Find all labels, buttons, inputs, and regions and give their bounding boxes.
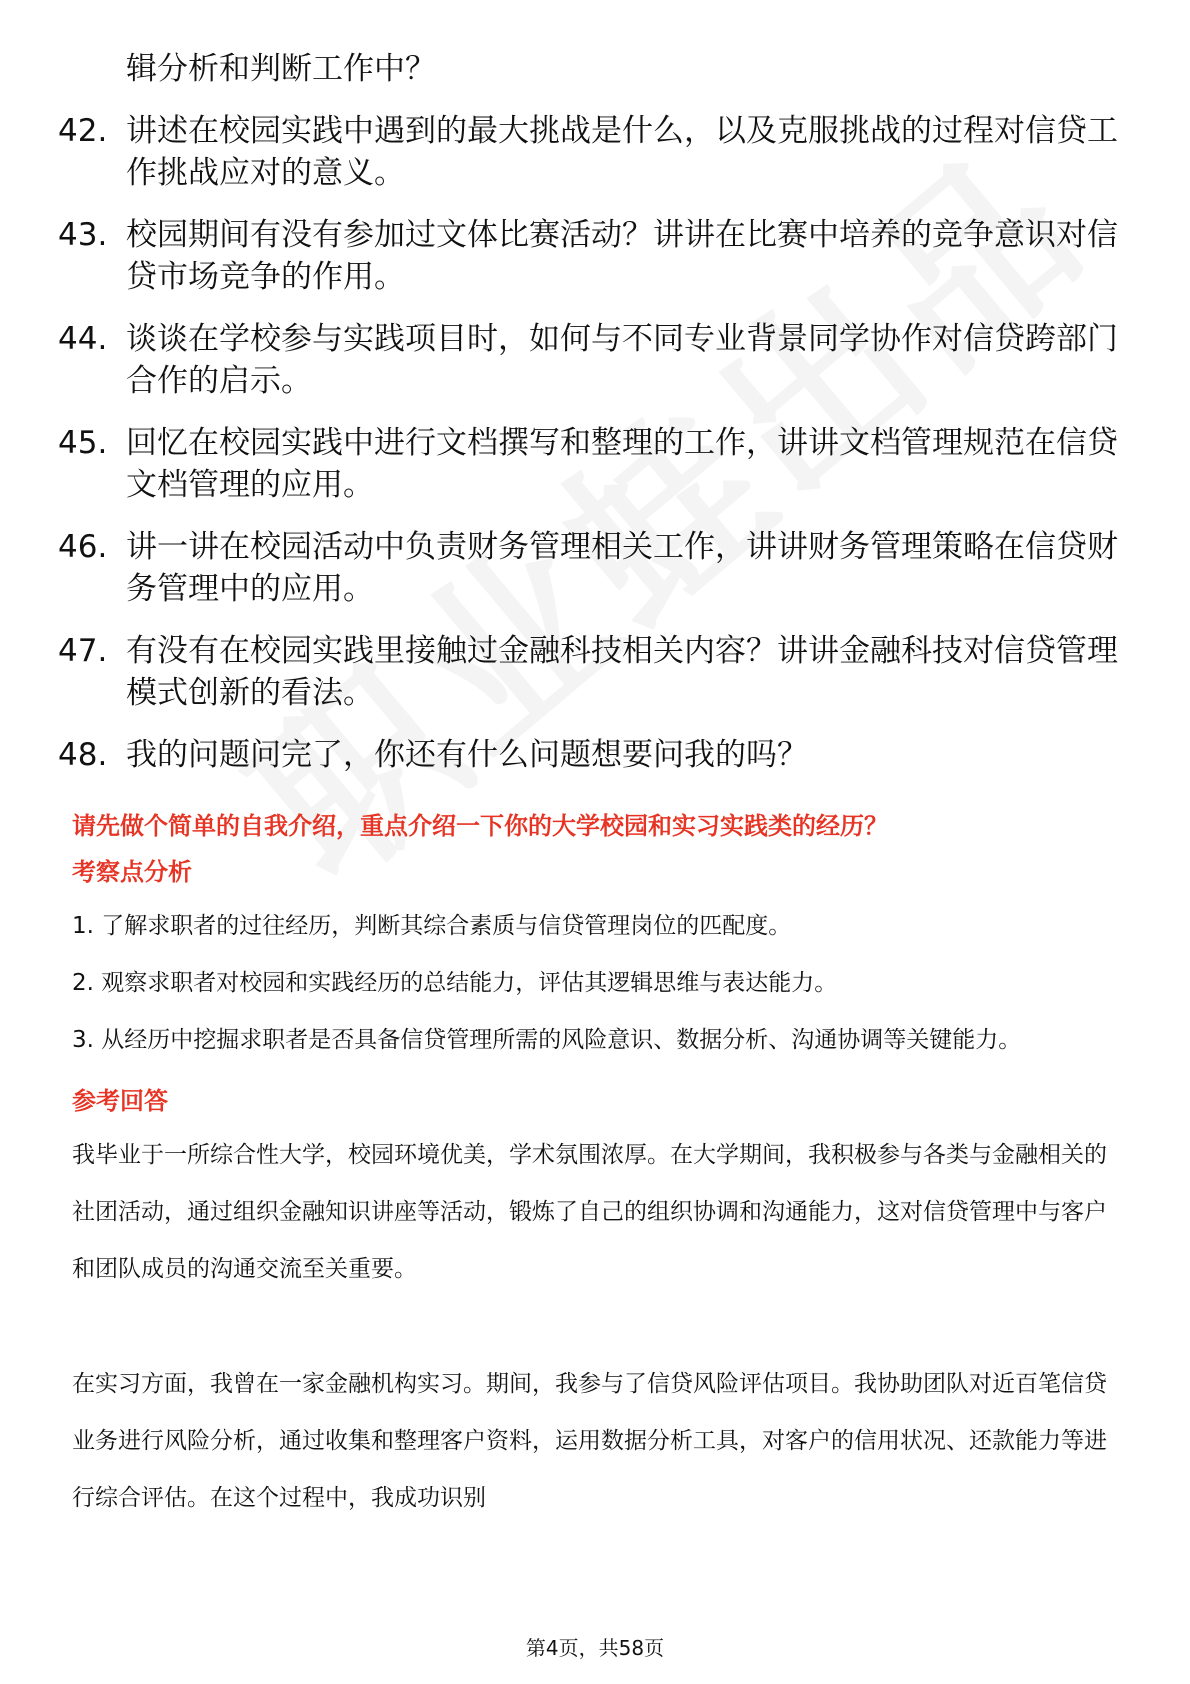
question-text: 讲一讲在校园活动中负责财务管理相关工作，讲讲财务管理策略在信贷财务管理中的应用。: [126, 529, 1118, 607]
answer-paragraph: 我毕业于一所综合性大学，校园环境优美，学术氛围浓厚。在大学期间，我积极参与各类与金融相关的社团活动，通过组织金融知识讲座等活动，锻炼了自己的组织协调和沟通能力，这对信贷管理中与客户和团队成员的沟通交流至关重要。: [72, 1142, 1107, 1282]
question-text: 讲述在校园实践中遇到的最大挑战是什么，以及克服挑战的过程对信贷工作挑战应对的意义。: [126, 113, 1118, 191]
analysis-point: 1. 了解求职者的过往经历，判断其综合素质与信贷管理岗位的匹配度。: [72, 913, 792, 939]
featured-question: 请先做个简单的自我介绍，重点介绍一下你的大学校园和实习实践类的经历？: [72, 812, 888, 840]
answer-paragraph: 在实习方面，我曾在一家金融机构实习。期间，我参与了信贷风险评估项目。我协助团队对近百笔信贷业务进行风险分析，通过收集和整理客户资料，运用数据分析工具，对客户的信用状况、还款能力等进行综合评估。在这个过程中，我成功识别: [72, 1371, 1107, 1511]
question-item: [58, 734, 1118, 776]
paragraph-spacer: [72, 1298, 1122, 1356]
analysis-point: 3. 从经历中挖掘求职者是否具备信贷管理所需的风险意识、数据分析、沟通协调等关键能力。: [72, 1027, 1022, 1053]
question-item: [58, 214, 1118, 298]
reference-heading: 参考回答: [72, 1087, 168, 1115]
page-footer: 第4页，共58页: [525, 1636, 665, 1660]
question-text: 有没有在校园实践里接触过金融科技相关内容？讲讲金融科技对信贷管理模式创新的看法。: [126, 633, 1118, 711]
question-text: 我的问题问完了，你还有什么问题想要问我的吗？: [126, 737, 808, 773]
question-text: 回忆在校园实践中进行文档撰写和整理的工作，讲讲文档管理规范在信贷文档管理的应用。: [126, 425, 1118, 503]
question-number: 48.: [58, 737, 108, 773]
analysis-heading: 考察点分析: [72, 858, 192, 886]
question-number: 45.: [58, 425, 108, 461]
answer-section: [72, 808, 1122, 1527]
question-item: [58, 630, 1118, 714]
question-continuation: 辑分析和判断工作中？: [126, 51, 436, 87]
question-number: 43.: [58, 217, 108, 253]
question-item: [58, 110, 1118, 194]
question-item: [58, 526, 1118, 610]
question-number: 44.: [58, 321, 108, 357]
question-list: [58, 48, 1118, 796]
question-item: [58, 318, 1118, 402]
question-text: 谈谈在学校参与实践项目时，如何与不同专业背景同学协作对信贷跨部门合作的启示。: [126, 321, 1118, 399]
analysis-point: 2. 观察求职者对校园和实践经历的总结能力，评估其逻辑思维与表达能力。: [72, 970, 838, 996]
question-number: 46.: [58, 529, 108, 565]
question-item: [58, 422, 1118, 506]
question-text: 校园期间有没有参加过文体比赛活动？讲讲在比赛中培养的竞争意识对信贷市场竞争的作用。: [126, 217, 1118, 295]
question-number: 42.: [58, 113, 108, 149]
question-number: 47.: [58, 633, 108, 669]
